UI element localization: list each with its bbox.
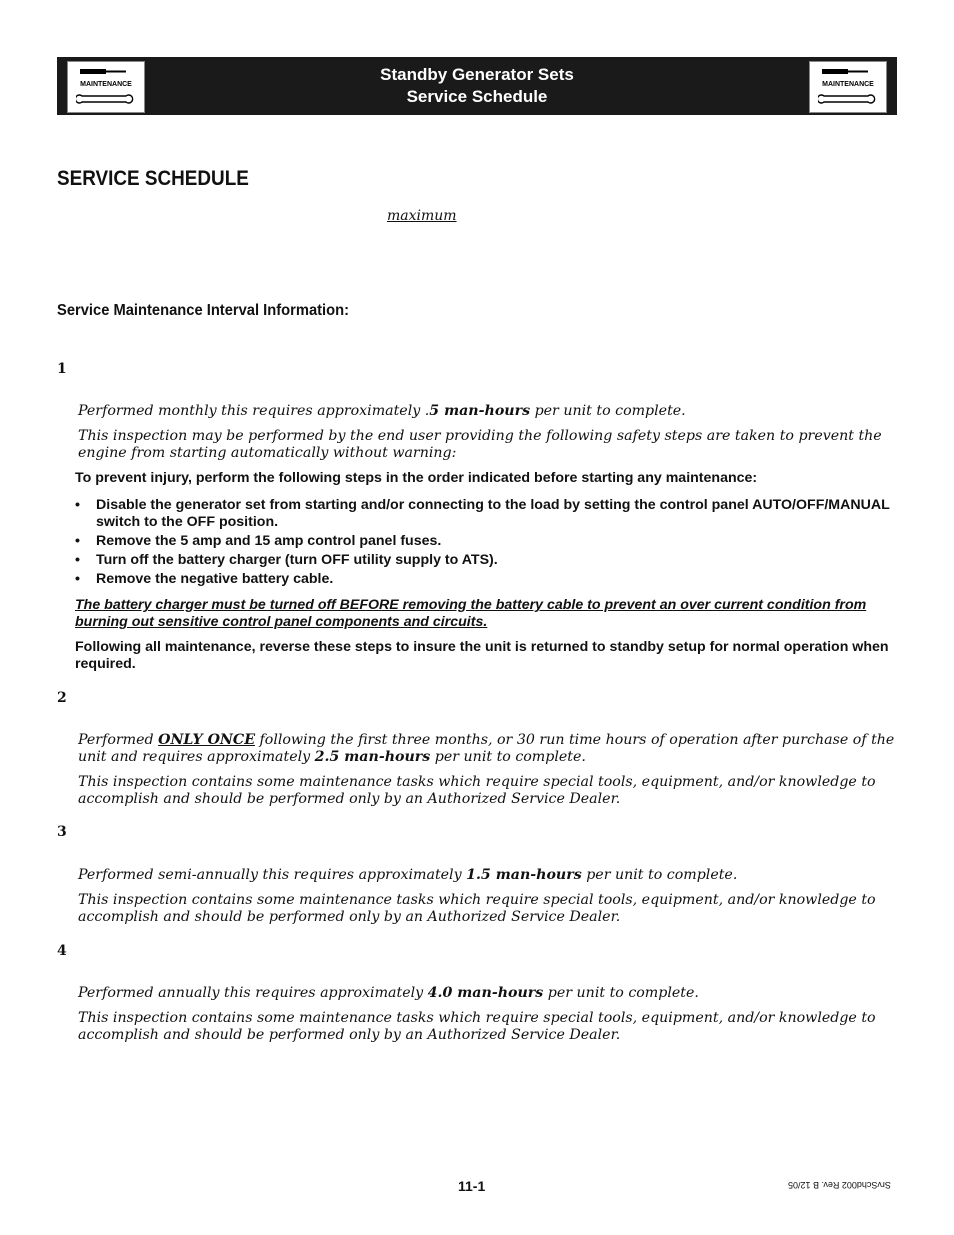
- interval-2-note: This inspection contains some maintenance tasks which require special tools, equipment, and/or knowledge to accomplish and should be performed only by an Authorized Service Dealer.: [78, 774, 876, 807]
- interval-2-hours-pre: Performed: [78, 732, 159, 748]
- header-title-line2: Service Schedule: [406, 87, 548, 106]
- interval-3-hours-post: per unit to complete.: [581, 867, 738, 883]
- interval-number-4: 4: [57, 943, 67, 959]
- interval-3-hours: [78, 867, 896, 884]
- interval-4-note: This inspection contains some maintenance tasks which require special tools, equipment, and/or knowledge to accomplish and should be performed only by an Authorized Service Dealer.: [78, 1010, 876, 1043]
- interval-2-hours-mid: following the first three months, or 30 run time hours of operation after purchase of the unit and requires approximately: [78, 732, 895, 765]
- safety-intro: To prevent injury, perform the following steps in the order indicated before starting any maintenance:: [75, 470, 758, 486]
- interval-number-2: 2: [57, 690, 67, 706]
- page-number: 11-1: [458, 1178, 486, 1194]
- interval-4-hours-value: 4.0 man-hours: [427, 985, 544, 1001]
- safety-steps-list: [75, 497, 897, 590]
- maximum-note: maximum: [387, 208, 457, 224]
- interval-1-note: This inspection may be performed by the end user providing the following safety steps are taken to prevent the engine from starting automatically without warning:: [78, 428, 882, 461]
- safety-step: • Turn off the battery charger (turn OFF utility supply to ATS).: [75, 552, 897, 569]
- interval-1-hours: [78, 403, 896, 420]
- interval-1-hours-value: 5 man-hours: [429, 403, 531, 419]
- header-title-line1: Standby Generator Sets: [380, 65, 574, 84]
- interval-1-hours-pre: Performed monthly this requires approximately .: [78, 403, 430, 419]
- interval-4-hours-pre: Performed annually this requires approximately: [78, 985, 428, 1001]
- interval-3-hours-pre: Performed semi-annually this requires approximately: [78, 867, 467, 883]
- interval-2-hours-value: 2.5 man-hours: [314, 749, 431, 765]
- document-code: SrvSchd002 Rev. B 12/05: [788, 1180, 891, 1190]
- interval-2-hours-post: per unit to complete.: [430, 749, 586, 765]
- maintenance-logo-right: [809, 61, 887, 113]
- interval-3-hours-value: 1.5 man-hours: [466, 867, 582, 883]
- section-title: SERVICE SCHEDULE: [57, 167, 249, 190]
- interval-4-hours: [78, 985, 896, 1002]
- battery-warning: The battery charger must be turned off BEFORE removing the battery cable to prevent an over current condition from burning out sensitive control panel components and circuits.: [75, 597, 867, 630]
- interval-info-heading: Service Maintenance Interval Information:: [57, 302, 350, 319]
- interval-4-hours-post: per unit to complete.: [543, 985, 699, 1001]
- safety-step: • Remove the 5 amp and 15 amp control panel fuses.: [75, 533, 897, 550]
- logo-label: MAINTENANCE: [80, 81, 132, 88]
- interval-3-note: This inspection contains some maintenance tasks which require special tools, equipment, and/or knowledge to accomplish and should be performed only by an Authorized Service Dealer.: [78, 892, 876, 925]
- header-title: [57, 64, 897, 108]
- interval-1-hours-post: per unit to complete.: [530, 403, 686, 419]
- interval-2-hours: [78, 732, 896, 766]
- interval-number-1: 1: [57, 361, 67, 377]
- interval-number-3: 3: [57, 824, 67, 840]
- following-maintenance-note: Following all maintenance, reverse these steps to insure the unit is returned to standby setup for normal operation when required.: [75, 639, 889, 672]
- safety-step: • Remove the negative battery cable.: [75, 571, 897, 588]
- page-header: [57, 57, 897, 115]
- interval-2-only-once: ONLY ONCE: [158, 732, 256, 748]
- logo-label: MAINTENANCE: [822, 81, 874, 88]
- safety-step: • Disable the generator set from starting and/or connecting to the load by setting the control panel AUTO/OFF/MANUAL switch to the OFF position.: [75, 497, 897, 531]
